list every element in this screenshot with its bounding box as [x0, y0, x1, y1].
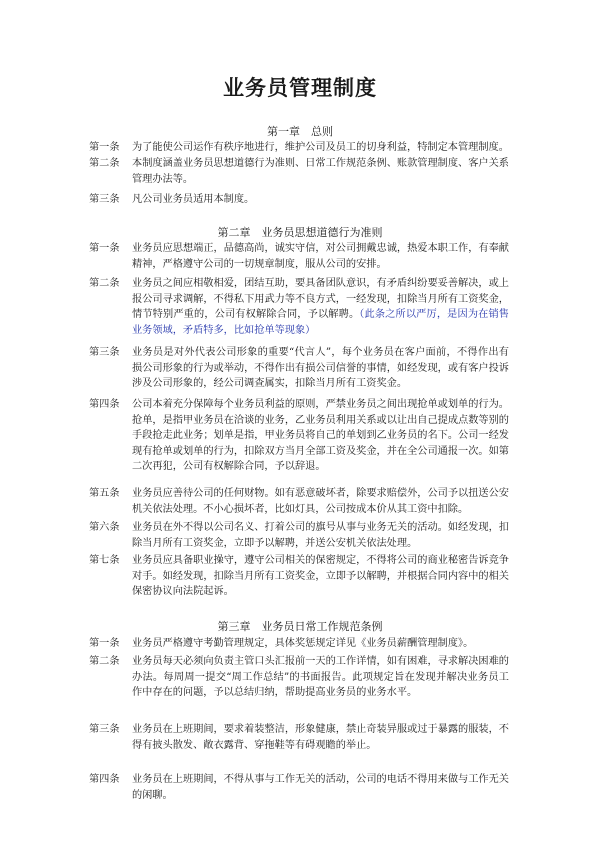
article-text: 公司本着充分保障每个业务员利益的原则，严禁业务员之间出现抢单或划单的行为。抢单，是指甲业务员在洽谈的业务，乙业务员利用关系或以让出自己提成点数等别的手段抢走此业务；划单是指，甲业务员将自己的单划到乙业务员的名下。公司一经发现有抢单或划单的行为，扣除双方当月全部工资及奖金，并在全公司通报一次。如第二次再犯，公司有权解除合同，予以辞退。 — [132, 399, 509, 472]
document-title: 业务员管理制度 — [223, 76, 377, 100]
article-text: 本制度涵盖业务员思想道德行为准则、日常工作规范条例、账款管理制度、客户关系管理办法等。 — [132, 158, 509, 185]
article-text: 业务员是对外代表公司形象的重要“代言人”，每个业务员在客户面前，不得作出有损公司形象的行为或举动，不得作出有损公司信誉的事情，如经发现，或有客户投诉涉及公司形象的，经公司调查属实，扣除当月所有工资奖金。 — [132, 347, 509, 389]
article-text: 业务员每天必须向负责主管口头汇报前一天的工作详情，如有困难，寻求解决困难的办法。每周周一提交“周工作总结”的书面报告。此项规定旨在发现并解决业务员工作中存在的问题，予以总结归纳，帮助提高业务员的业务水平。 — [132, 656, 509, 698]
article-text: 业务员在上班期间，不得从事与工作无关的活动，公司的电话不得用来做与工作无关的闲聊。 — [132, 774, 509, 801]
article — [89, 722, 509, 753]
chapter-heading: 第三章 业务员日常工作规范条例 — [217, 620, 383, 633]
article-number: 第四条 — [89, 774, 120, 785]
article-number: 第七条 — [89, 555, 120, 566]
article — [89, 520, 509, 551]
article-number: 第二条 — [89, 656, 120, 667]
article-text: 业务员应思想端正，品德高尚，诚实守信，对公司拥戴忠诚，热爱本职工作，有奉献精神，严格遵守公司的一切规章制度，服从公司的安排。 — [132, 243, 509, 270]
article-text: 为了能使公司运作有秩序地进行，维护公司及员工的切身利益，特制定本管理制度。 — [132, 142, 509, 153]
article-number: 第一条 — [89, 142, 120, 153]
article — [89, 156, 509, 187]
article-text: 业务员在上班期间，要求着装整洁，形象健康，禁止奇装异服或过于暴露的服装，不得有披头散发、敞衣露背、穿拖鞋等有碍观瞻的举止。 — [132, 724, 509, 751]
article-number: 第六条 — [89, 522, 120, 533]
chapter-heading: 第一章 总则 — [267, 125, 333, 138]
article-number: 第三条 — [89, 347, 120, 358]
article-text: 业务员应善待公司的任何财物。如有恶意破坏者，除要求赔偿外，公司予以扭送公安机关依法处理。不小心损坏者，比如灯具，公司按成本价从其工资中扣除。 — [132, 488, 509, 515]
article-note: （此条之所以严厉，是因为在销售业务领域，矛盾特多，比如抢单等现象） — [132, 309, 509, 336]
article — [89, 397, 509, 475]
article-main-text: 业务员之间应相敬相爱，团结互助，要具备团队意识，有矛盾纠纷要妥善解决，或上报公司寻求调解，不得私下用武力等不良方式，一经发现，扣除当月所有工资奖金，情节特别严重的，公司有权解除合同，予以解聘。 — [132, 278, 509, 320]
article — [89, 276, 509, 338]
article — [89, 140, 509, 156]
article — [89, 345, 509, 392]
article — [89, 654, 509, 701]
article-number: 第一条 — [89, 638, 120, 649]
article-text: 业务员严格遵守考勤管理规定，具体奖惩规定详见《业务员薪酬管理制度》。 — [132, 638, 474, 649]
article-number: 第四条 — [89, 399, 120, 410]
article-number: 第三条 — [89, 194, 120, 205]
article-number: 第三条 — [89, 724, 120, 735]
article — [89, 553, 509, 600]
article — [89, 772, 509, 803]
article-number: 第二条 — [89, 278, 120, 289]
article — [89, 192, 509, 208]
article-text: 凡公司业务员适用本制度。 — [132, 194, 255, 205]
article — [89, 636, 509, 652]
article-text: 业务员在外不得以公司名义、打着公司的旗号从事与业务无关的活动。如经发现，扣除当月所有工资奖金，立即予以解聘，并送公安机关依法处理。 — [132, 522, 509, 549]
article-number: 第五条 — [89, 488, 120, 499]
article-text: 业务员应具备职业操守，遵守公司相关的保密规定，不得将公司的商业秘密告诉竞争对手。如经发现，扣除当月所有工资奖金，立即予以解聘，并根据合同内容中的相关保密协议向法院起诉。 — [132, 555, 509, 597]
article-number: 第一条 — [89, 243, 120, 254]
article — [89, 486, 509, 517]
article-number: 第二条 — [89, 158, 120, 169]
chapter-heading: 第二章 业务员思想道德行为准则 — [217, 226, 383, 239]
article — [89, 241, 509, 272]
article-text — [132, 276, 509, 338]
